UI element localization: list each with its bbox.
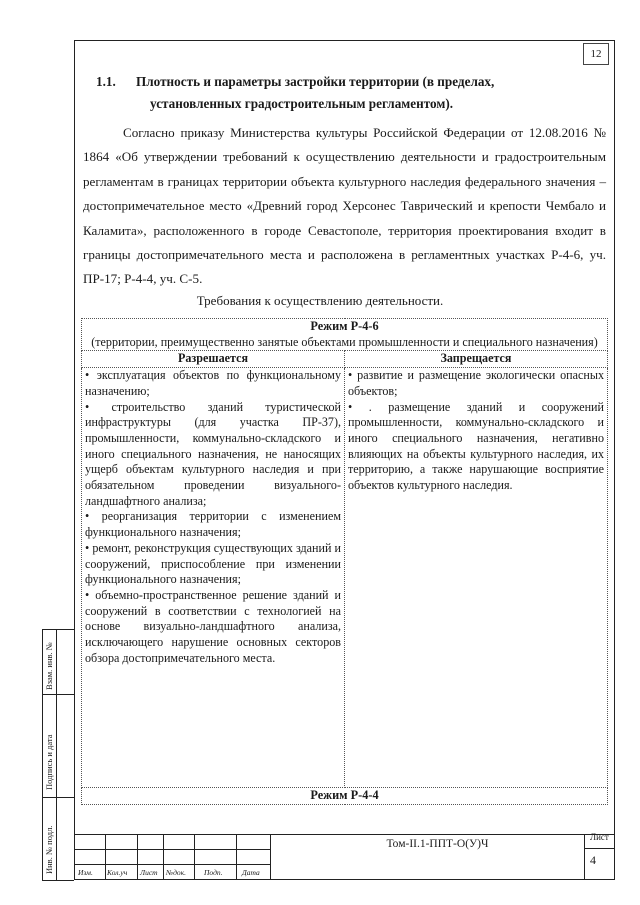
stamp-row-line <box>74 864 270 865</box>
mode-r44-row <box>82 788 608 805</box>
forbidden-item: • развитие и размещение экологически опасных объектов; <box>348 368 604 398</box>
stamp-col-line <box>584 834 585 880</box>
sheet-label: Лист <box>590 832 609 842</box>
stamp-label-list: Лист <box>140 868 158 877</box>
stamp-col-line <box>105 834 106 880</box>
strip-line <box>42 629 74 630</box>
column-header-forbidden: Запрещается <box>345 351 608 368</box>
section-number: 1.1. <box>96 74 116 89</box>
column-headers-row <box>82 351 608 368</box>
allowed-item: • эксплуатация объектов по функциональному назначению; <box>85 368 341 398</box>
strip-line <box>42 694 74 695</box>
side-label-inv: Инв. № подл. <box>44 825 54 874</box>
stamp-col-line <box>194 834 195 880</box>
mode-r44-header <box>82 788 608 805</box>
stamp-col-line <box>270 834 271 880</box>
heading-line-1: Плотность и параметры застройки территории (в пределах, <box>136 74 495 89</box>
mode-r46-header <box>82 319 608 351</box>
allowed-item: • объемно-пространственное решение зданий и сооружений в соответствии с технологией на основе визуально-ландшафтного анализа, исключающего нарушение основных секторов обзора достопримечательного места. <box>85 587 341 665</box>
forbidden-item: • . размещение зданий и сооружений промышленности, коммунально-складского и иного специального назначения, негативно влияющих на объекты культурного наследия, их территорию, а также нарушающие восприятие объектов культурного наследия. <box>348 399 604 493</box>
forbidden-cell <box>345 368 608 788</box>
strip-border <box>42 629 43 880</box>
stamp-col-line <box>137 834 138 880</box>
mode-r46-subtitle: (территории, преимущественно занятые объектами промышленности и специального назначения) <box>91 334 598 349</box>
stamp-top-line <box>74 834 615 835</box>
allowed-item: • строительство зданий туристической инфраструктуры (для участка ПР-37), промышленности, коммунально-складского и иного специального назначения, не наносящих ущерб объектам культурного наследия и при обязательном проведении визуального-ландшафтного анализа; <box>85 399 341 508</box>
side-label-vzam: Взам. инв. № <box>44 642 54 690</box>
heading-line-2: установленных градостроительным регламентом). <box>150 96 454 111</box>
page-number-box: 12 <box>583 43 609 65</box>
side-label-podpis: Подпись и дата <box>44 734 54 790</box>
strip-line <box>42 797 74 798</box>
stamp-col-line <box>163 834 164 880</box>
sheet-number: 4 <box>590 853 596 867</box>
stamp-list-line <box>584 848 615 849</box>
mode-r44-title: Режим Р-4-4 <box>310 788 379 803</box>
allowed-item: • реорганизация территории с изменением функционального назначения; <box>85 509 341 540</box>
allowed-item: • ремонт, реконструкция существующих зданий и сооружений, приспособление при изменении функционального назначения; <box>85 540 341 587</box>
requirements-title: Требования к осуществлению деятельности. <box>196 293 444 308</box>
mode-r46-title: Режим Р-4-6 <box>310 319 379 333</box>
regulations-table <box>81 318 608 805</box>
allowed-cell <box>82 368 345 788</box>
document-code: Том-II.1-ППТ-О(У)Ч <box>386 838 489 850</box>
stamp-col-line <box>236 834 237 880</box>
stamp-label-kol: Кол.уч <box>107 868 128 877</box>
stamp-row-line <box>74 849 270 850</box>
section-heading <box>96 71 606 115</box>
strip-divider <box>56 629 57 880</box>
content-row <box>82 368 608 788</box>
strip-line <box>42 880 74 881</box>
column-header-allowed: Разрешается <box>82 351 345 368</box>
stamp-label-ndok: №док. <box>166 868 186 877</box>
body-paragraph: Согласно приказу Министерства культуры Российской Федерации от 12.08.2016 № 1864 «Об утверждении требований к осуществлению деятельности и градостроительным регламентам в границах территории объекта культурного наследия федерального значения – достопримечательное место «Древний город Херсонес Таврический и крепости Чембало и Каламита», расположенного в городе Севастополе, территория проектирования входит в границы достопримечательного места и расположена в регламентных участках Р-4-6, уч. ПР-17; Р-4-4, уч. С-5. <box>83 125 606 287</box>
stamp-label-data: Дата <box>242 868 260 877</box>
mode-r46-row <box>82 319 608 351</box>
stamp-label-podp: Подп. <box>204 868 223 877</box>
stamp-label-izm: Изм. <box>78 868 93 877</box>
